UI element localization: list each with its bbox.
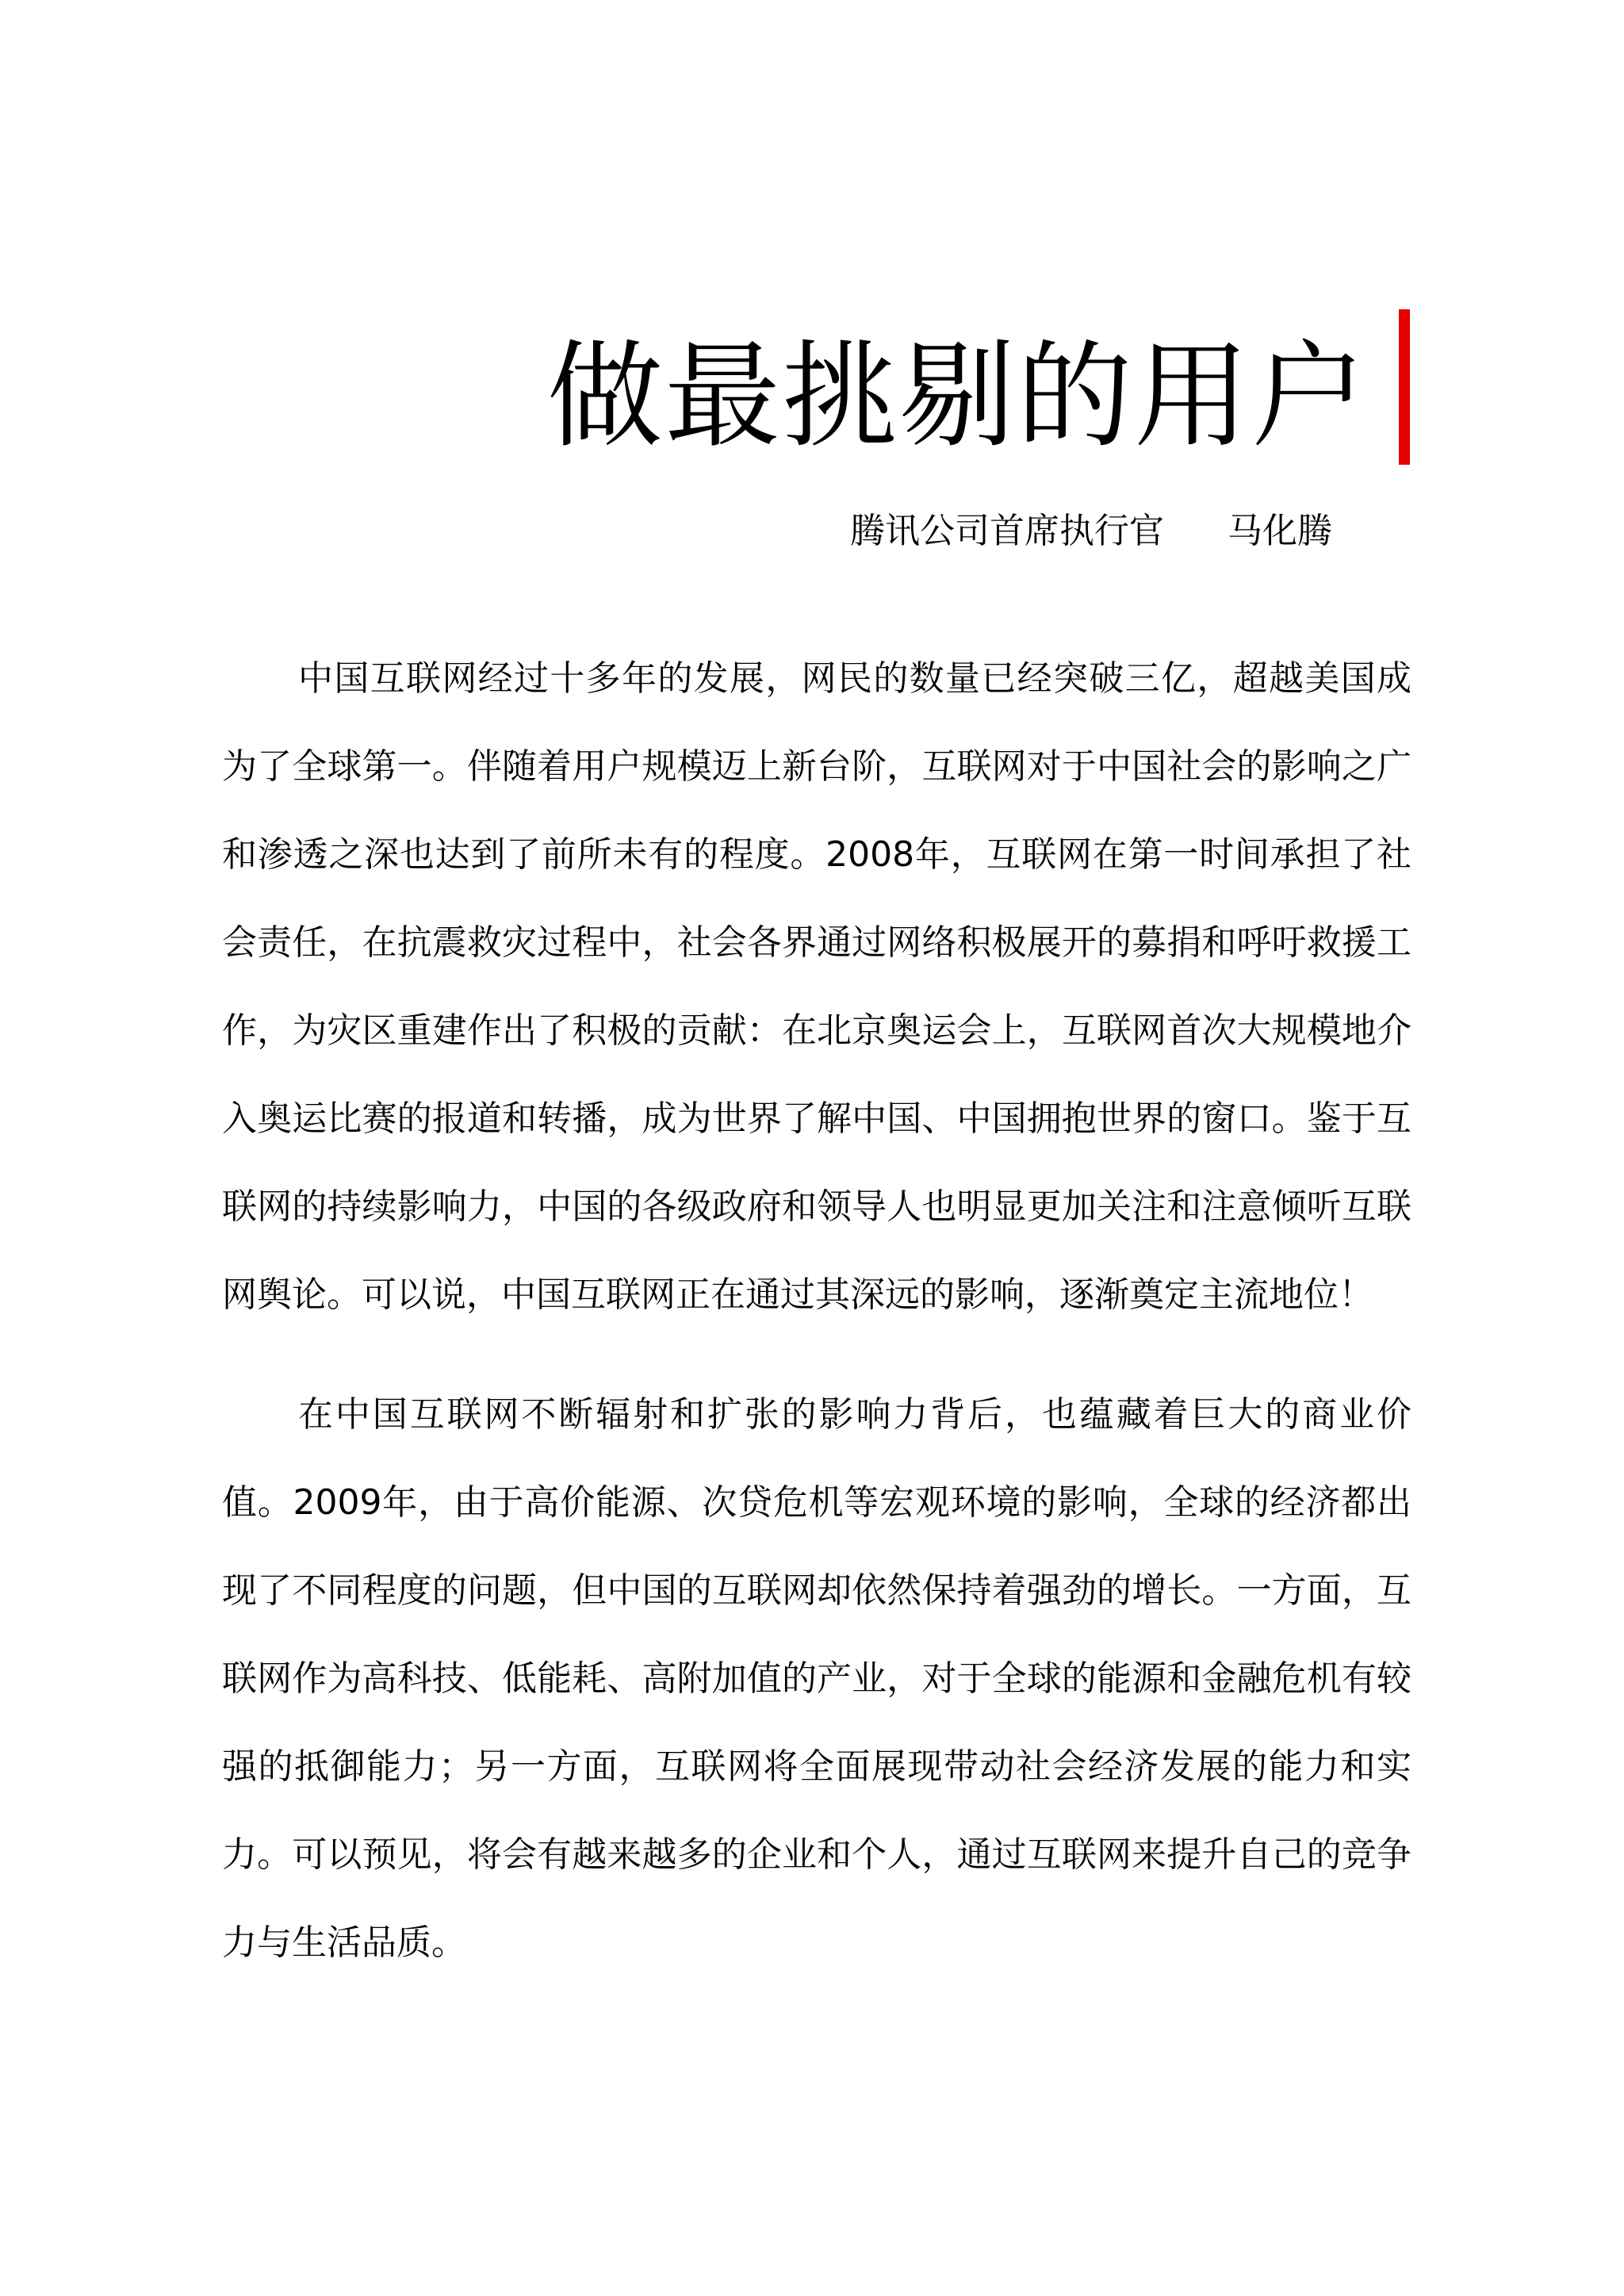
byline bbox=[850, 508, 1332, 555]
paragraph-1: 中国互联网经过十多年的发展，网民的数量已经突破三亿，超越美国成为了全球第一。伴随着用户规模迈上新台阶，互联网对于中国社会的影响之广和渗透之深也达到了前所未有的程度。2008年，互联网在第一时间承担了社会责任，在抗震救灾过程中，社会各界通过网络积极展开的募捐和呼吁救援工作，为灾区重建作出了积极的贡献：在北京奥运会上，互联网首次大规模地介入奥运比赛的报道和转播，成为世界了解中国、中国拥抱世界的窗口。鉴于互联网的持续影响力，中国的各级政府和领导人也明显更加关注和注意倾听互联网舆论。可以说，中国互联网正在通过其深远的影响，逐渐奠定主流地位！ bbox=[222, 658, 1411, 1315]
author-name: 马化腾 bbox=[1228, 511, 1332, 551]
title-block bbox=[476, 301, 1410, 476]
paragraph-2: 在中国互联网不断辐射和扩张的影响力背后，也蕴藏着巨大的商业价值。2009年，由于高价能源、次贷危机等宏观环境的影响，全球的经济都出现了不同程度的问题，但中国的互联网却依然保持着强劲的增长。一方面，互联网作为高科技、低能耗、高附加值的产业，对于全球的能源和金融危机有较强的抵御能力；另一方面，互联网将全面展现带动社会经济发展的能力和实力。可以预见，将会有越来越多的企业和个人，通过互联网来提升自己的竞争力与生活品质。 bbox=[222, 1394, 1411, 1963]
author-position: 腾讯公司首席执行官 bbox=[850, 511, 1164, 551]
title-accent-bar bbox=[1399, 309, 1410, 465]
article-body bbox=[222, 634, 1411, 1987]
page-title: 做最挑剔的用户 bbox=[547, 329, 1369, 464]
